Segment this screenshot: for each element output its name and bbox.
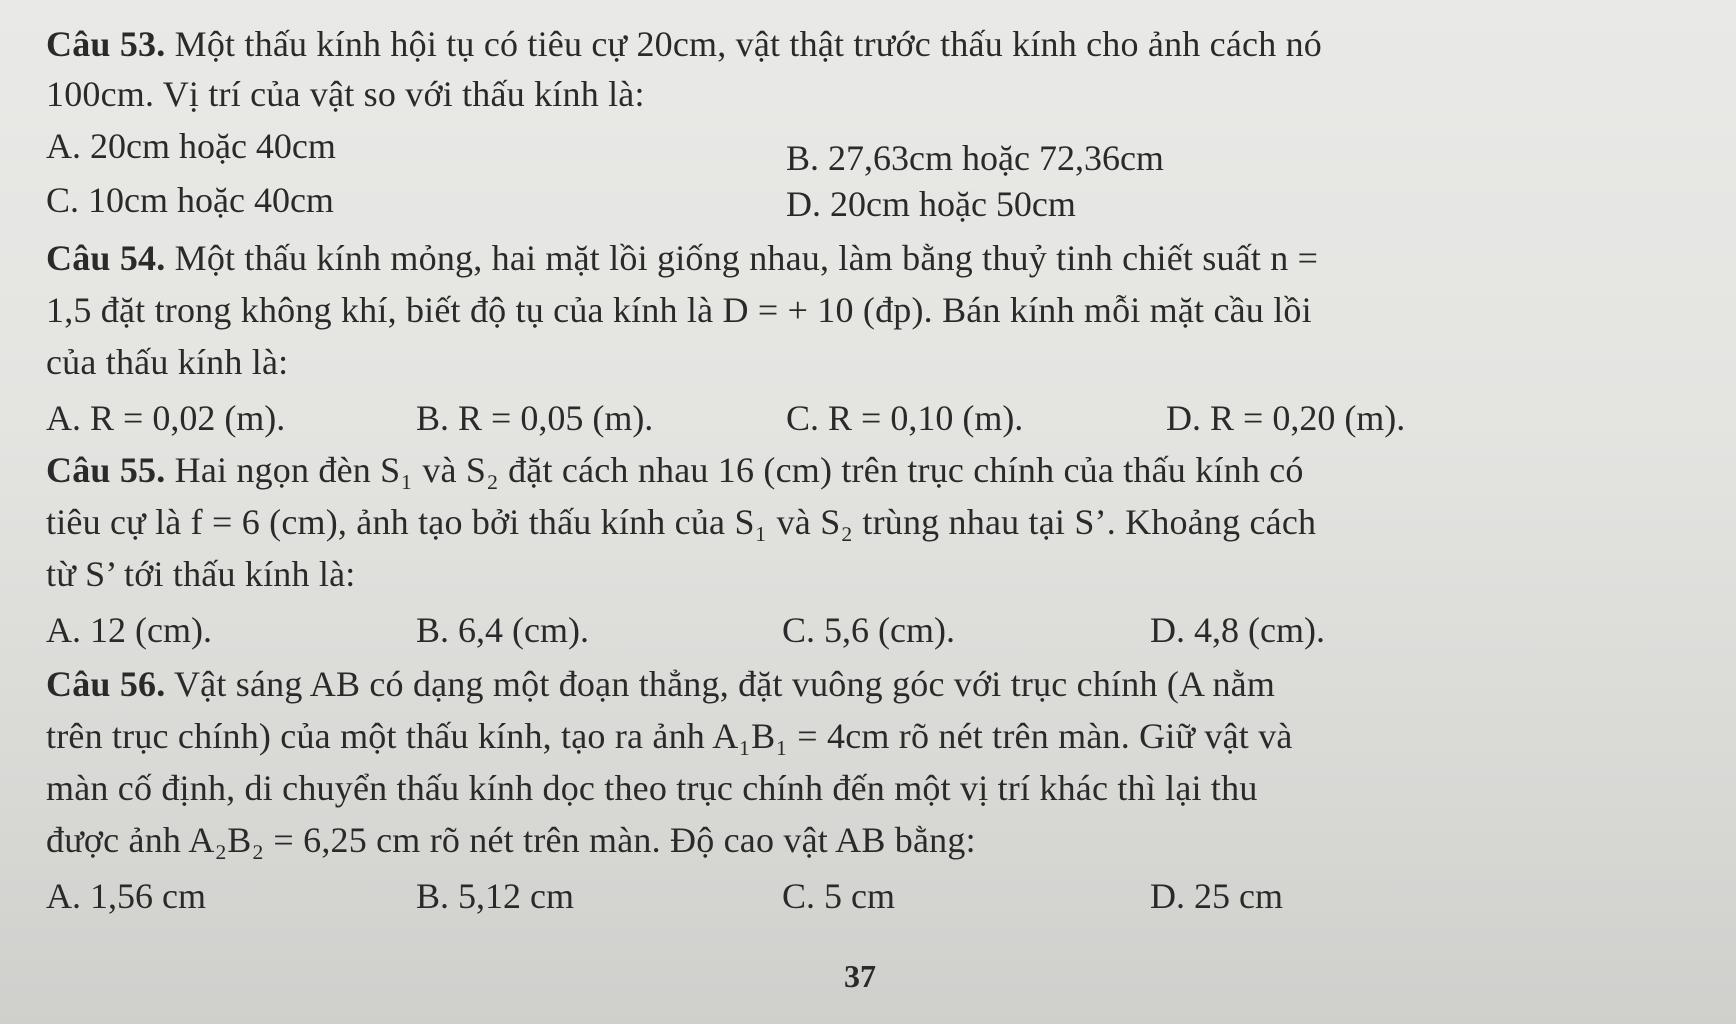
q53-option-b: B. 27,63cm hoặc 72,36cm <box>786 138 1164 178</box>
q53-label: Câu 53. <box>46 24 166 64</box>
q53-stem-2: 100cm. Vị trí của vật so với thấu kính là: <box>46 74 645 114</box>
q56-option-c: C. 5 cm <box>782 876 895 916</box>
page-number: 37 <box>844 958 876 994</box>
q54-option-d: D. R = 0,20 (m). <box>1166 398 1406 438</box>
q56-stem-4: được ảnh A₂B₂ = 6,25 cm rõ nét trên màn. Độ cao vật AB bằng: <box>46 820 976 860</box>
q53-options-row-1 <box>46 124 1666 178</box>
q55-option-b: B. 6,4 (cm). <box>416 610 589 650</box>
q53-option-a: A. 20cm hoặc 40cm <box>46 126 336 166</box>
q53-option-c: C. 10cm hoặc 40cm <box>46 180 334 220</box>
q55-stem-2: tiêu cự là f = 6 (cm), ảnh tạo bởi thấu kính của S₁ và S₂ trùng nhau tại S’. Khoảng cách <box>46 502 1317 542</box>
q54-option-a: A. R = 0,02 (m). <box>46 398 286 438</box>
q56-stem-2: trên trục chính) của một thấu kính, tạo ra ảnh A₁B₁ = 4cm rõ nét trên màn. Giữ vật và <box>46 716 1293 756</box>
q53-stem-1: Một thấu kính hội tụ có tiêu cự 20cm, vật thật trước thấu kính cho ảnh cách nó <box>174 24 1323 64</box>
q55-stem-1: Hai ngọn đèn S₁ và S₂ đặt cách nhau 16 (cm) trên trục chính của thấu kính có <box>174 450 1304 490</box>
q56-option-b: B. 5,12 cm <box>416 876 574 916</box>
q56-stem-3: màn cố định, di chuyển thấu kính dọc theo trục chính đến một vị trí khác thì lại thu <box>46 768 1258 808</box>
q56-stem-1: Vật sáng AB có dạng một đoạn thẳng, đặt vuông góc với trục chính (A nằm <box>173 664 1276 704</box>
q56-options-row <box>46 874 1666 918</box>
q53-options-row-2 <box>46 178 1666 222</box>
q56-option-a: A. 1,56 cm <box>46 876 206 916</box>
q54-option-b: B. R = 0,05 (m). <box>416 398 654 438</box>
q55-option-d: D. 4,8 (cm). <box>1150 610 1325 650</box>
q54-options-row <box>46 396 1666 440</box>
q56-line-1 <box>46 662 1656 706</box>
q56-label: Câu 56. <box>46 664 166 704</box>
q56-option-d: D. 25 cm <box>1150 876 1283 916</box>
q54-stem-1: Một thấu kính mỏng, hai mặt lồi giống nhau, làm bằng thuỷ tinh chiết suất n = <box>174 238 1319 278</box>
q53-line-1 <box>46 22 1656 66</box>
q54-line-1 <box>46 236 1656 280</box>
q55-stem-3: từ S’ tới thấu kính là: <box>46 554 356 594</box>
q55-option-c: C. 5,6 (cm). <box>782 610 955 650</box>
q54-stem-3: của thấu kính là: <box>46 342 289 382</box>
q53-option-d: D. 20cm hoặc 50cm <box>786 184 1076 224</box>
q54-stem-2: 1,5 đặt trong không khí, biết độ tụ của kính là D = + 10 (đp). Bán kính mỗi mặt cầu lồi <box>46 290 1312 330</box>
q55-label: Câu 55. <box>46 450 166 490</box>
q55-option-a: A. 12 (cm). <box>46 610 212 650</box>
q55-line-1 <box>46 448 1656 492</box>
q54-label: Câu 54. <box>46 238 166 278</box>
q55-options-row <box>46 608 1666 652</box>
q54-option-c: C. R = 0,10 (m). <box>786 398 1024 438</box>
